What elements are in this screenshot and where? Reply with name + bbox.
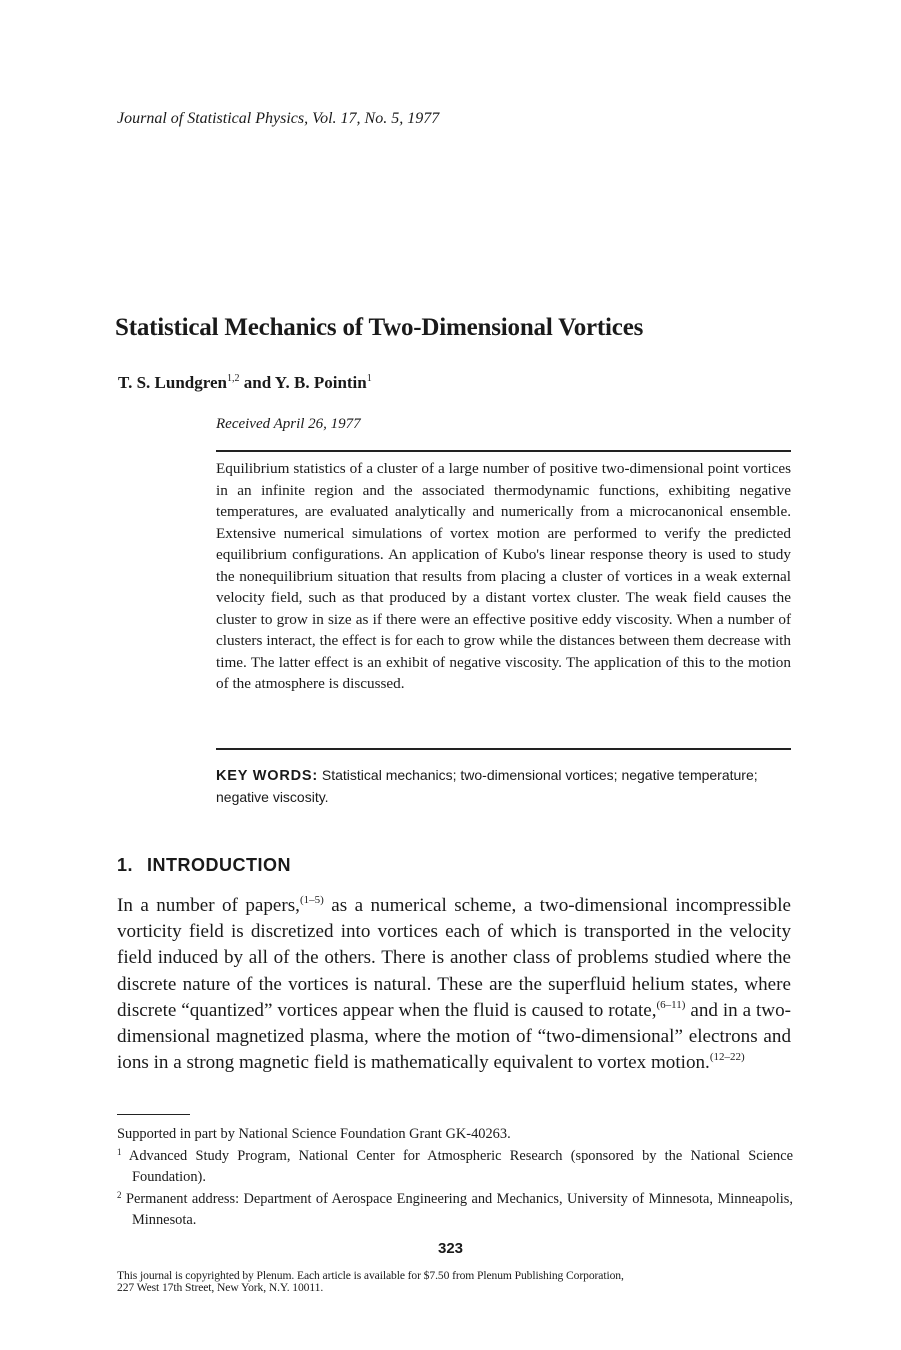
citation-ref-3: (12–22)	[709, 1051, 745, 1064]
footnote-1-text: Advanced Study Program, National Center for Atmospheric Research (sponsored by the National Science Foundation).	[121, 1147, 793, 1185]
footnote-2-mark: 2	[117, 1189, 122, 1200]
received-date: Received April 26, 1977	[216, 416, 361, 432]
author-connector: and	[243, 373, 272, 392]
section-heading	[117, 855, 291, 876]
footnote-2	[117, 1189, 793, 1232]
keywords-text: Statistical mechanics; two-dimensional vortices; negative temperature; negative viscosity.	[216, 767, 758, 805]
footnote-1-mark: 1	[117, 1146, 122, 1157]
footnote-1	[117, 1146, 793, 1189]
section-number: 1.	[117, 855, 134, 875]
intro-text-part-3: and in a two-dimensional magnetized plasma, where the motion of “two-dimensional” electrons and ions in a strong magnetic field is mathematically equivalent to vortex motion.	[117, 999, 791, 1074]
introduction-paragraph	[117, 893, 791, 1076]
author-affiliation-marks-1: 1,2	[226, 373, 240, 384]
footnote-2-text: Permanent address: Department of Aerospace Engineering and Mechanics, University of Minnesota, Minneapolis, Minnesota.	[121, 1190, 793, 1228]
citation-ref-1: (1–5)	[299, 894, 324, 906]
keywords-label: KEY WORDS:	[216, 768, 318, 784]
abstract-text: Equilibrium statistics of a cluster of a large number of positive two-dimensional point vortices in an infinite region and the associated thermodynamic functions, exhibiting negative temperatures, are evaluated analytically and numerically from a microcanonical ensemble. Extensive numerical simulations of vortex motion are performed to verify the predicted equilibrium configurations. An application of Kubo's linear response theory is used to study the nonequilibrium situation that results from placing a cluster of vortices in a weak external velocity field, such as that produced by a distant vortex cluster. The weak field causes the cluster to grow in size as if there were an effective positive eddy viscosity. When a number of clusters interact, the effect is for each to grow while the distances between them decrease with time. The latter effect is an exhibit of negative viscosity. The application of this to the motion of the atmosphere is discussed.	[216, 460, 791, 692]
intro-text-part-2: as a numerical scheme, a two-dimensional incompressible vorticity field is discretized into vortices each of which is transported in the velocity field induced by all of the others. There is another class of problems studied where the discrete nature of the vortices is natural. These are the superfluid helium states, where discrete “quantized” vortices appear when the fluid is caused to rotate,	[117, 895, 791, 1021]
footnote-separator	[117, 1114, 190, 1115]
abstract-bottom-rule	[216, 748, 791, 750]
keywords-block	[216, 765, 791, 808]
intro-text-part-1: In a number of papers,	[117, 895, 300, 916]
footnote-support: Supported in part by National Science Foundation Grant GK-40263.	[117, 1126, 511, 1142]
citation-ref-2: (6–11)	[656, 998, 686, 1011]
copyright-line-2: 227 West 17th Street, New York, N.Y. 10011.	[117, 1281, 324, 1294]
author-affiliation-marks-2: 1	[366, 373, 372, 384]
abstract-top-rule	[216, 450, 791, 452]
footnotes	[117, 1124, 793, 1232]
author-name-1: T. S. Lundgren	[118, 373, 227, 392]
page-number: 323	[437, 1240, 464, 1257]
author-name-2: Y. B. Pointin	[274, 373, 367, 392]
article-title: Statistical Mechanics of Two-Dimensional Vortices	[115, 314, 644, 341]
section-title: INTRODUCTION	[147, 855, 292, 875]
copyright-notice	[117, 1270, 793, 1294]
author-line	[118, 373, 372, 393]
copyright-line-1: This journal is copyrighted by Plenum. Each article is available for $7.50 from Plenum Publishing Corporation,	[117, 1269, 624, 1282]
journal-citation: Journal of Statistical Physics, Vol. 17, No. 5, 1977	[117, 110, 440, 127]
